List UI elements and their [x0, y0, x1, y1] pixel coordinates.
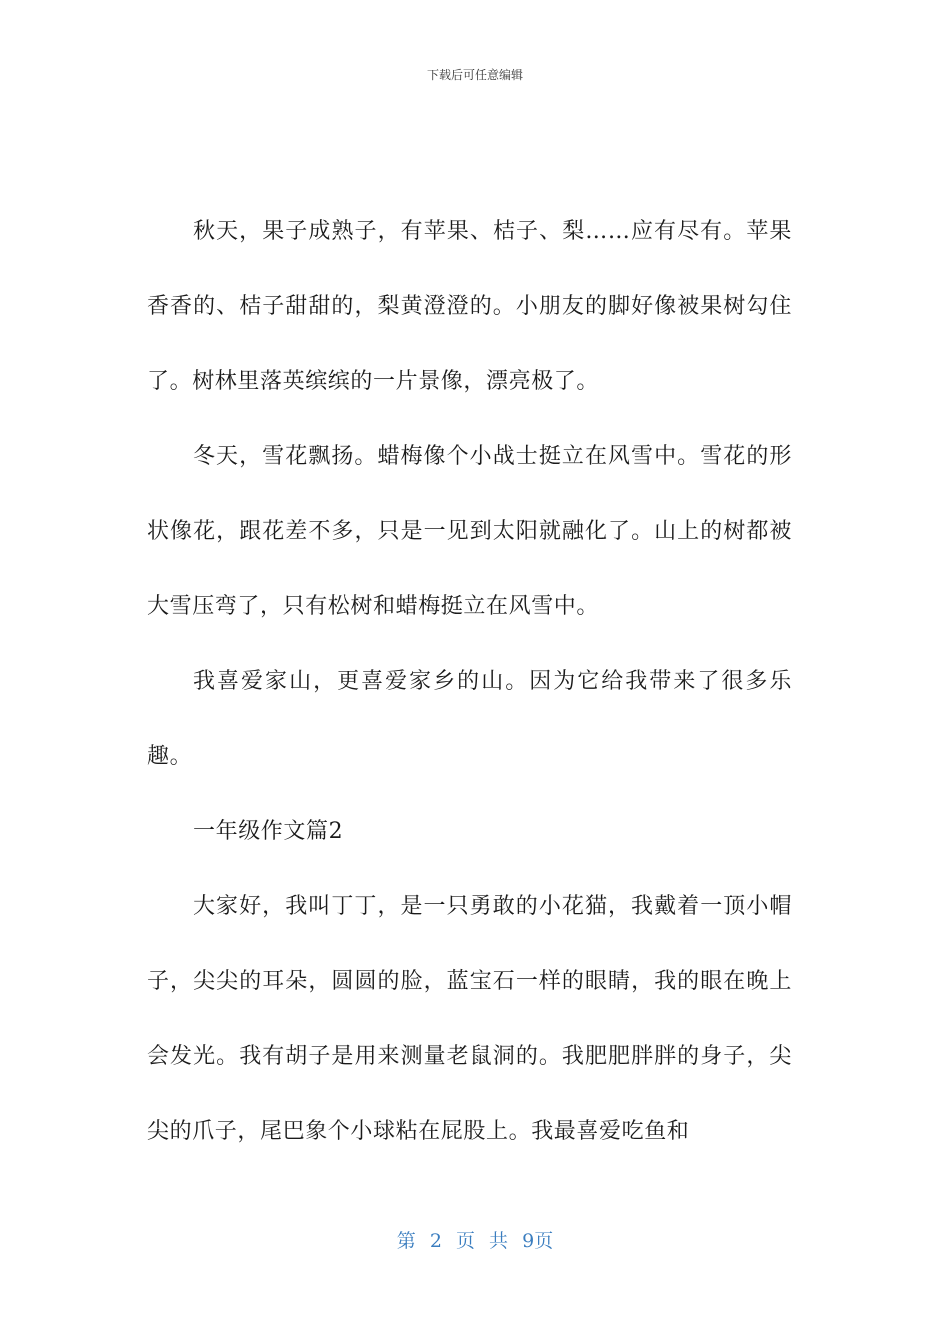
header-note: 下载后可任意编辑 [426, 68, 523, 82]
paragraph-hometown: 我喜爱家山，更喜爱家乡的山。因为它给我带来了很多乐趣。 [147, 669, 792, 769]
footer-current-page: 2 [429, 1230, 442, 1252]
footer-total-pages: 9页 [522, 1230, 554, 1252]
page-footer [0, 1226, 950, 1253]
essay-heading: 一年级作文篇2 [193, 819, 344, 844]
footer-page-word: 页 [455, 1230, 475, 1252]
footer-prefix: 第 [396, 1230, 416, 1252]
paragraph-cat: 大家好，我叫丁丁，是一只勇敢的小花猫，我戴着一顶小帽子，尖尖的耳朵，圆圆的脸，蓝宝石一样的眼睛，我的眼在晚上会发光。我有胡子是用来测量老鼠洞的。我肥肥胖胖的身子，尖尖的爪子，尾巴象个小球粘在屁股上。我最喜爱吃鱼和 [147, 894, 792, 1144]
footer-total-word: 共 [489, 1230, 509, 1252]
paragraph-autumn: 秋天，果子成熟子，有苹果、桔子、梨……应有尽有。苹果香香的、桔子甜甜的，梨黄澄澄的。小朋友的脚好像被果树勾住了。树林里落英缤缤的一片景像，漂亮极了。 [147, 219, 792, 394]
paragraph-winter: 冬天，雪花飘扬。蜡梅像个小战士挺立在风雪中。雪花的形状像花，跟花差不多，只是一见到太阳就融化了。山上的树都被大雪压弯了，只有松树和蜡梅挺立在风雪中。 [147, 444, 792, 619]
document-body [147, 194, 792, 1169]
